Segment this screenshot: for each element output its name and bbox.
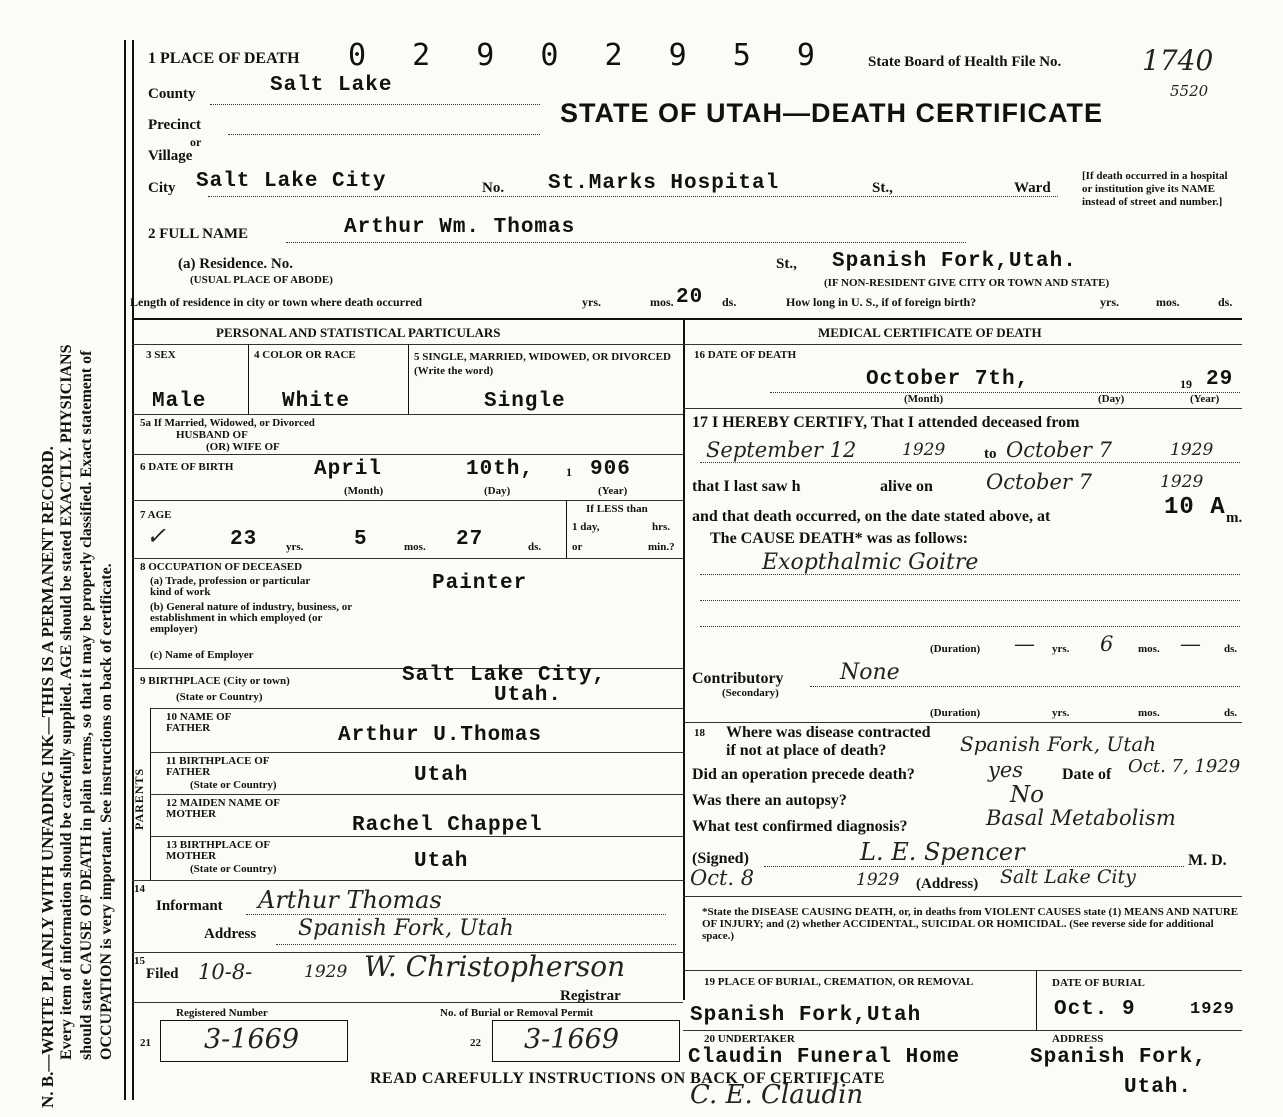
margin-instructions-2: should state CAUSE OF DEATH in plain terms, so that it may be properly classified. Exact statement of <box>78 350 95 1060</box>
age-less-divider <box>566 500 567 558</box>
dob-year-sub: (Year) <box>598 485 628 497</box>
rule-after-spouse <box>132 454 683 455</box>
one-day-label: 1 day, <box>572 521 600 533</box>
informant-signature: Arthur Thomas <box>258 886 442 914</box>
item-15: 15 <box>134 955 145 967</box>
death-year: 29 <box>1206 368 1234 391</box>
street-no-value: St.Marks Hospital <box>548 172 780 195</box>
signed-date: Oct. 8 <box>690 866 755 890</box>
file-no-note: 5520 <box>1170 82 1209 100</box>
undertaker-value: Claudin Funeral Home <box>688 1046 961 1069</box>
last-saw-date: October 7 <box>986 470 1093 494</box>
residence-sub: (USUAL PLACE OF ABODE) <box>190 274 333 286</box>
grid-heading-rule <box>132 344 1242 345</box>
duration-ds-label: ds. <box>1224 643 1238 655</box>
residence-street-label: St., <box>776 256 797 272</box>
informant-label: Informant <box>156 898 223 914</box>
residence-label: (a) Residence. No. <box>178 256 293 272</box>
street-no-label: No. <box>482 180 505 196</box>
age-mos-label: mos. <box>404 541 426 553</box>
father-birthplace-sub: (State or Country) <box>190 779 277 791</box>
occupation-value: Painter <box>432 572 528 595</box>
death-date-line <box>770 392 1240 393</box>
registrar-signature: W. Christopherson <box>364 950 626 983</box>
nonresident-note: (IF NON-RESIDENT GIVE CITY OR TOWN AND STATE) <box>824 277 1110 289</box>
death-date-label: 16 DATE OF DEATH <box>694 349 797 361</box>
undertaker-label: 20 UNDERTAKER <box>704 1033 795 1045</box>
dob-year: 906 <box>590 458 631 481</box>
city-label: City <box>148 180 176 196</box>
age-label: 7 AGE <box>140 509 172 521</box>
father-label: 10 NAME OF FATHER <box>166 711 231 734</box>
ward-label: Ward <box>1014 180 1051 196</box>
attended-line <box>700 462 1240 463</box>
length-residence-label: Length of residence in city or town where death occurred <box>130 295 423 309</box>
physician-signature: L. E. Spencer <box>860 838 1025 866</box>
residence-city: Spanish Fork,Utah. <box>832 250 1077 273</box>
county-value: Salt Lake <box>270 74 393 97</box>
burial-date-value: Oct. 9 <box>1054 998 1136 1021</box>
hrs-label: hrs. <box>652 521 671 533</box>
death-month-sub: (Month) <box>904 393 944 405</box>
cause-line-1 <box>700 574 1240 575</box>
rule-after-footnote <box>683 970 1242 971</box>
age-ds-label: ds. <box>528 541 542 553</box>
mother-label: 12 MAIDEN NAME OF MOTHER <box>166 797 280 820</box>
dob-year-prefix: 1 <box>566 465 572 479</box>
death-year-prefix: 19 <box>1180 377 1192 391</box>
duration-ds: — <box>1180 632 1201 656</box>
death-occurred-text: and that death occurred, on the date stated above, at <box>692 508 1051 525</box>
test-label: What test confirmed diagnosis? <box>692 818 908 835</box>
ward-note: [If death occurred in a hospital or institution give its NAME instead of street and number.] <box>1082 170 1228 208</box>
grid-center-divider <box>683 318 685 1000</box>
rule-after-mother-bp <box>132 880 683 881</box>
age-ds: 27 <box>456 528 484 551</box>
contrib-mos-label: mos. <box>1138 707 1160 719</box>
parents-vertical-label: PARENTS <box>132 767 146 830</box>
county-line <box>210 104 540 105</box>
birthplace-state: Utah. <box>494 684 563 707</box>
dob-month: April <box>314 458 383 481</box>
length-yrs-label: yrs. <box>582 295 601 309</box>
registered-number: 3-1669 <box>204 1024 300 1055</box>
attended-from: September 12 <box>706 438 857 462</box>
sex-label: 3 SEX <box>146 349 176 361</box>
contrib-duration-label: (Duration) <box>930 707 981 719</box>
rule-after-age <box>132 558 683 559</box>
or-label: or <box>572 541 583 553</box>
full-name-line <box>286 242 966 243</box>
informant-address: Spanish Fork, Utah <box>298 916 514 941</box>
death-month-day: October 7th, <box>866 368 1030 391</box>
occupation-b-label: (b) General nature of industry, business, or establishment in which employed (or employer) <box>150 601 352 635</box>
duration-yrs: — <box>1014 632 1035 656</box>
mother-birthplace-label: 13 BIRTHPLACE OF MOTHER <box>166 839 270 862</box>
employer-label: (c) Name of Employer <box>150 649 254 661</box>
death-time: 10 A <box>1164 494 1226 521</box>
contributory-value: None <box>840 660 900 685</box>
informant-line <box>246 914 666 915</box>
informant-address-label: Address <box>204 926 257 942</box>
duration-yrs-label: yrs. <box>1052 643 1070 655</box>
personal-heading: PERSONAL AND STATISTICAL PARTICULARS <box>216 325 501 340</box>
contracted-label-2: if not at place of death? <box>726 742 887 759</box>
rule-after-birthplace <box>150 708 683 709</box>
county-label: County <box>148 86 196 102</box>
footer-instructions: READ CAREFULLY INSTRUCTIONS ON BACK OF CERTIFICATE <box>370 1070 885 1087</box>
burial-date-label: DATE OF BURIAL <box>1052 977 1145 989</box>
dob-label: 6 DATE OF BIRTH <box>140 461 234 473</box>
contributory-label: Contributory <box>692 670 784 687</box>
spouse-label-a: 5a If Married, Widowed, or Divorced <box>140 417 315 429</box>
signed-address: Salt Lake City <box>1000 866 1136 888</box>
filed-label: Filed <box>146 966 179 982</box>
last-saw-year: 1929 <box>1160 472 1204 492</box>
precinct-or: or <box>190 135 202 149</box>
rule-after-sex <box>132 414 683 415</box>
color-label: 4 COLOR OR RACE <box>254 349 356 361</box>
mother-birthplace-sub: (State or Country) <box>190 863 277 875</box>
contributory-sub: (Secondary) <box>722 687 779 699</box>
sex-color-divider <box>248 344 249 414</box>
item-21: 21 <box>140 1037 151 1049</box>
signed-label: (Signed) <box>692 850 749 867</box>
rule-after-burial <box>683 1030 1242 1031</box>
file-no-label: State Board of Health File No. <box>868 54 1062 70</box>
cause-label: The CAUSE DEATH* was as follows: <box>710 530 968 547</box>
foreign-yrs: yrs. <box>1100 295 1119 309</box>
file-no: 1740 <box>1142 44 1214 77</box>
left-border-outer <box>124 40 126 1100</box>
item-14: 14 <box>134 883 145 895</box>
undertaker-address-label: ADDRESS <box>1052 1033 1104 1045</box>
contrib-ds-label: ds. <box>1224 707 1238 719</box>
duration-mos: 6 <box>1100 632 1114 656</box>
burial-date-divider <box>1036 970 1037 1030</box>
duration-mos-label: mos. <box>1138 643 1160 655</box>
rule-after-contributory <box>683 722 1242 723</box>
burial-permit-label: No. of Burial or Removal Permit <box>440 1007 594 1019</box>
place-of-death-label: 1 PLACE OF DEATH <box>148 50 300 67</box>
length-mos-label: mos. <box>650 295 674 309</box>
dob-month-sub: (Month) <box>344 485 384 497</box>
cause-line-3 <box>700 626 1240 627</box>
death-time-m: m. <box>1226 510 1243 526</box>
village-label: Village <box>148 148 193 164</box>
undertaker-address-2: Utah. <box>1124 1076 1193 1099</box>
father-birthplace-label: 11 BIRTHPLACE OF FATHER <box>166 755 270 778</box>
cause-value: Exopthalmic Goitre <box>762 550 979 575</box>
margin-instructions-1: Every item of information should be carefully supplied. AGE should be stated EXACTLY. PHYSICIANS <box>58 344 75 1060</box>
informant-address-line <box>276 944 676 945</box>
sex-value: Male <box>152 390 207 413</box>
full-name-label: 2 FULL NAME <box>148 226 249 242</box>
contrib-yrs-label: yrs. <box>1052 707 1070 719</box>
dob-day-sub: (Day) <box>484 485 511 497</box>
last-saw-text: that I last saw h <box>692 478 801 495</box>
marital-label: 5 SINGLE, MARRIED, WIDOWED, OR DIVORCED (Write the word) <box>414 351 671 377</box>
color-marital-divider <box>408 344 409 414</box>
spouse-label-b: HUSBAND OF <box>176 429 248 441</box>
mother-birthplace-value: Utah <box>414 850 469 873</box>
age-mos: 5 <box>354 528 368 551</box>
margin-notice: N. B.—WRITE PLAINLY WITH UNFADING INK—THIS IS A PERMANENT RECORD. <box>38 446 57 1108</box>
footnote: *State the DISEASE CAUSING DEATH, or, in deaths from VIOLENT CAUSES state (1) MEANS AND NATURE OF INJURY; and (2) whether ACCIDENTAL, SUICIDAL OR HOMICIDAL. (See reverse side for additional space.) <box>702 906 1239 942</box>
length-mos-value: 20 <box>676 286 704 309</box>
signed-year: 1929 <box>856 870 900 890</box>
alive-on-label: alive on <box>880 478 933 495</box>
occupation-a-label: (a) Trade, profession or particular kind of work <box>150 575 311 598</box>
test-value: Basal Metabolism <box>986 806 1176 830</box>
rule-after-father-bp <box>150 794 683 795</box>
precinct-line <box>228 134 540 135</box>
duration-label: (Duration) <box>930 643 981 655</box>
operation-label: Did an operation precede death? <box>692 766 915 783</box>
burial-year: 1929 <box>1190 1000 1235 1019</box>
registered-number-label: Registered Number <box>176 1007 268 1019</box>
burial-place-value: Spanish Fork,Utah <box>690 1004 922 1027</box>
certify-text: 17 I HEREBY CERTIFY, That I attended deceased from <box>692 414 1080 431</box>
city-line <box>208 196 1058 197</box>
attended-from-year: 1929 <box>902 440 946 460</box>
operation-date: Oct. 7, 1929 <box>1128 756 1241 777</box>
document-title: STATE OF UTAH—DEATH CERTIFICATE <box>560 98 1103 128</box>
color-value: White <box>282 390 351 413</box>
filed-year: 1929 <box>304 962 348 982</box>
marital-value: Single <box>484 390 566 413</box>
item-18: 18 <box>694 727 705 739</box>
signed-address-label: (Address) <box>916 876 979 892</box>
spouse-label-c: (OR) WIFE OF <box>206 441 280 453</box>
contracted-label: Where was disease contracted <box>726 724 931 741</box>
to-label: to <box>984 446 997 462</box>
birthplace-city: Salt Lake City, <box>402 664 607 687</box>
undertaker-signature: C. E. Claudin <box>690 1080 864 1110</box>
medical-heading: MEDICAL CERTIFICATE OF DEATH <box>818 325 1042 340</box>
certificate-number: 0 2 9 0 2 9 5 9 <box>348 38 829 73</box>
rule-after-death-date <box>683 408 1242 409</box>
filed-date: 10-8- <box>198 960 253 984</box>
rule-after-signed <box>683 896 1242 897</box>
margin-instructions-3: OCCUPATION is very important. See instructions on back of certificate. <box>98 563 115 1060</box>
attended-to-year: 1929 <box>1170 440 1214 460</box>
left-border-inner <box>132 40 134 1100</box>
precinct-label: Precinct <box>148 117 202 133</box>
min-label: min.? <box>648 541 675 553</box>
mother-value: Rachel Chappel <box>352 814 543 837</box>
foreign-label: How long in U. S., if of foreign birth? <box>786 295 977 309</box>
burial-place-label: 19 PLACE OF BURIAL, CREMATION, OR REMOVAL <box>704 976 974 988</box>
birthplace-sub: (State or Country) <box>176 691 263 703</box>
rule-after-father <box>150 752 683 753</box>
item-22: 22 <box>470 1037 481 1049</box>
dob-day: 10th, <box>466 458 535 481</box>
age-check: ✓ <box>146 522 167 550</box>
age-yrs-label: yrs. <box>286 541 304 553</box>
less-than-label: If LESS than <box>586 503 648 515</box>
death-year-sub: (Year) <box>1190 393 1220 405</box>
city-value: Salt Lake City <box>196 170 387 193</box>
birthplace-label: 9 BIRTHPLACE (City or town) <box>140 675 290 687</box>
burial-permit-number: 3-1669 <box>524 1024 620 1055</box>
father-birthplace-value: Utah <box>414 764 469 787</box>
contracted-value: Spanish Fork, Utah <box>960 732 1157 756</box>
contributory-line <box>810 686 1240 687</box>
father-value: Arthur U.Thomas <box>338 724 543 747</box>
foreign-ds: ds. <box>1218 295 1233 309</box>
rule-after-dob <box>132 500 683 501</box>
cause-line-2 <box>700 600 1240 601</box>
death-day-sub: (Day) <box>1098 393 1125 405</box>
autopsy-value: No <box>1010 782 1044 808</box>
length-ds-label: ds. <box>722 295 737 309</box>
undertaker-address: Spanish Fork, <box>1030 1046 1207 1069</box>
attended-to: October 7 <box>1006 438 1113 462</box>
full-name-value: Arthur Wm. Thomas <box>344 216 576 239</box>
md-label: M. D. <box>1188 852 1227 869</box>
occupation-label: 8 OCCUPATION OF DECEASED <box>140 561 303 573</box>
age-yrs: 23 <box>230 528 258 551</box>
autopsy-label: Was there an autopsy? <box>692 792 847 809</box>
registrar-label: Registrar <box>560 988 621 1004</box>
operation-value: yes <box>988 758 1024 782</box>
street-label: St., <box>872 180 893 196</box>
grid-top <box>132 318 1242 320</box>
foreign-mos: mos. <box>1156 295 1180 309</box>
operation-date-label: Date of <box>1062 766 1112 783</box>
